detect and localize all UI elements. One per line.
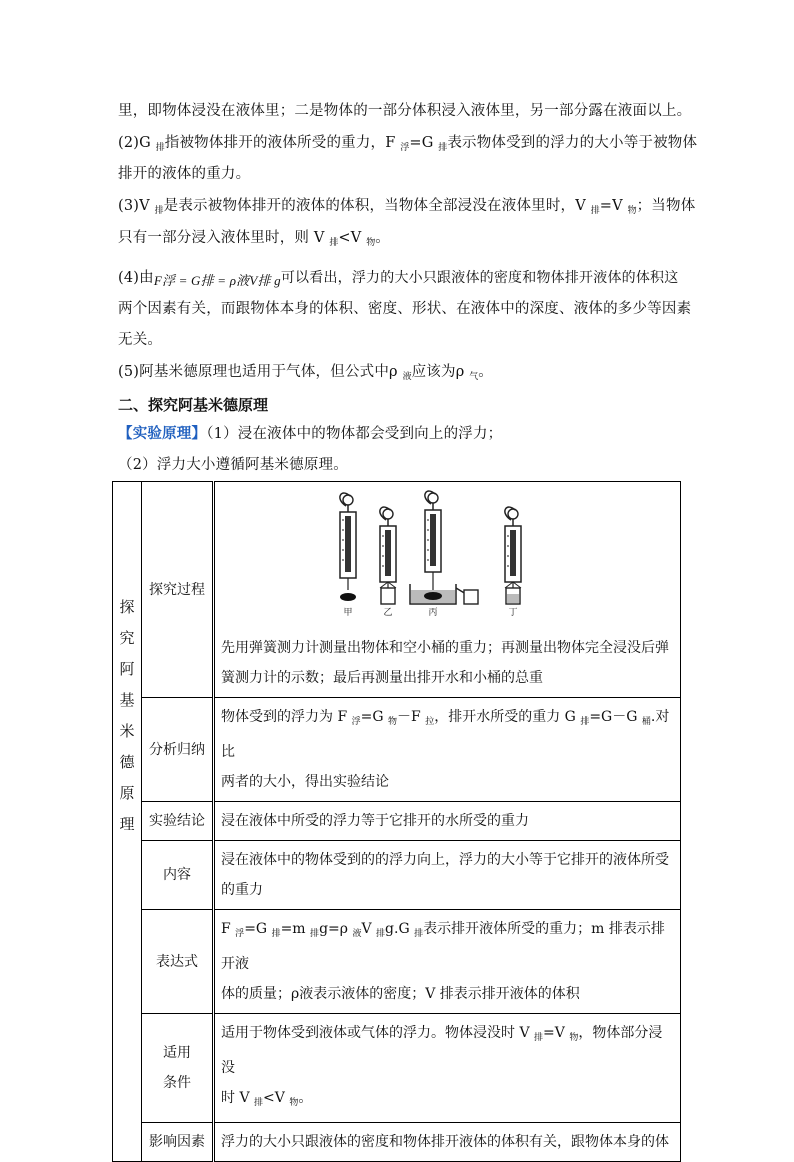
spring-scale-bing — [410, 491, 478, 604]
principle-line-2: （2）浮力大小遵循阿基米德原理。 — [118, 457, 348, 473]
figure-label-bing: 丙 — [427, 608, 438, 618]
experiment-illustration — [298, 490, 598, 618]
conclusion-cell: 浸在液体中所受的浮力等于它排开的水所受的重力 — [214, 802, 681, 841]
spring-scale-jia — [339, 493, 355, 601]
conditions-cell: 适用于物体受到液体或气体的浮力。物体浸没时 V $_排$=V $_物$，物体部分浸没 时 V $_排$<V $_物$。 — [214, 1014, 681, 1123]
section-heading: 二、探究阿基米德原理 — [118, 396, 269, 414]
principle-tag: 【实验原理】 — [118, 426, 207, 442]
content-cell: 浸在液体中的物体受到的的浮力向上，浮力的大小等于它排开的液体所受 的重力 — [214, 841, 681, 910]
figure-label-yi: 乙 — [382, 608, 393, 618]
paragraph-2-cont: 排开的液体的重力。 — [118, 166, 251, 182]
paragraph-4-cont: 两个因素有关，而跟物体本身的体积、密度、形状、在液体中的深度、液体的多少等因素 — [118, 301, 692, 317]
experiment-table — [112, 481, 681, 1162]
paragraph-3: (3)V $_排$是表示被物体排开的液体的体积，当物体全部浸没在液体里时，V $_排$=V $_物$；当物体 — [118, 198, 696, 216]
paragraph-3-cont: 只有一部分浸入液体里时，则 V $_排$<V $_物$。 — [118, 230, 390, 248]
figure-label-jia: 甲 — [342, 608, 353, 618]
expression-cell: F $_浮$=G $_排$=m $_排$g=ρ $_液$V $_排$g.G $_排$表示排开液体所受的重力；m 排表示排开液 体的质量；ρ液表示液体的密度；V 排表示排开液体的体积 — [214, 910, 681, 1014]
paragraph-line: 里，即物体浸没在液体里；二是物体的一部分体积浸入液体里，另一部分露在液面以上。 — [118, 103, 692, 119]
spring-scale-ding — [504, 507, 520, 604]
row-label-content: 内容 — [142, 841, 214, 910]
row-label-analysis: 分析归纳 — [142, 698, 214, 802]
figure-label-ding: 丁 — [507, 608, 518, 618]
paragraph-5: (5)阿基米德原理也适用于气体，但公式中ρ $_液$应该为ρ $_气$。 — [118, 364, 493, 382]
factors-cell: 浮力的大小只跟液体的密度和物体排开液体的体积有关，跟物体本身的体 — [214, 1123, 681, 1162]
row-label-process: 探究过程 — [142, 482, 214, 698]
row-label-expression: 表达式 — [142, 910, 214, 1014]
paragraph-2: (2)G $_排$指被物体排开的液体所受的重力，F $_浮$=G $_排$表示物体受到的浮力的大小等于被物体 — [118, 135, 698, 153]
principle-line-1: 【实验原理】（1）浸在液体中的物体都会受到向上的浮力； — [118, 426, 503, 442]
paragraph-4-cont2: 无关。 — [118, 332, 163, 348]
row-label-conditions: 适用 条件 — [142, 1014, 214, 1123]
process-cell — [214, 482, 681, 698]
analysis-cell: 物体受到的浮力为 F $_浮$=G $_物$－F $_拉$，排开水所受的重力 G $_排$=G－G $_桶$.对比 两者的大小，得出实验结论 — [214, 698, 681, 802]
side-title: 探 究 阿 基 米 德 原 理 — [113, 482, 142, 1162]
paragraph-4: (4)由F浮 = G排 = ρ液V排 g可以看出，浮力的大小只跟液体的密度和物体排开液体的体积这 — [118, 268, 678, 291]
buoyancy-formula: F浮 = G排 = ρ液V排 g — [153, 273, 281, 288]
process-text: 先用弹簧测力计测量出物体和空小桶的重力；再测量出物体完全浸没后弹 簧测力计的示数；最后再测量出排开水和小桶的总重 — [221, 640, 669, 686]
row-label-factors: 影响因素 — [142, 1123, 214, 1162]
row-label-conclusion: 实验结论 — [142, 802, 214, 841]
spring-scale-yi — [379, 507, 395, 604]
